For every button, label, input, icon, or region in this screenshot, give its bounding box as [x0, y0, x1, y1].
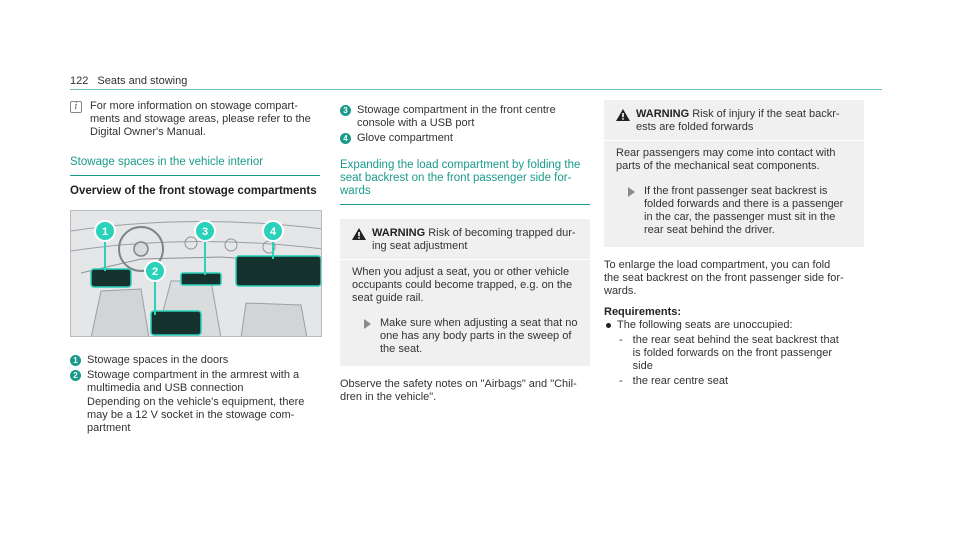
- list-item-detail: Depending on the vehicle's equipment, there may be a 12 V socket in the stowage com- partment: [87, 396, 305, 434]
- column-3: [604, 100, 864, 388]
- section-heading-expanding: Expanding the load compartment by folding the seat backrest on the front passenger side for- wards: [340, 159, 590, 205]
- svg-text:1: 1: [101, 226, 109, 238]
- list-item: [70, 369, 320, 395]
- warning-label: WARNING: [636, 108, 690, 120]
- warning-title: [636, 108, 840, 134]
- dash-item: [619, 334, 864, 373]
- warning-step: [604, 181, 864, 247]
- info-note: [70, 100, 320, 139]
- list-item: [340, 104, 590, 130]
- centre-console-highlight: [181, 273, 221, 285]
- play-arrow-icon: [628, 187, 635, 197]
- dash-item: [619, 375, 864, 388]
- interior-figure: [70, 210, 322, 337]
- warning-body: When you adjust a seat, you or other vehicle occupants could become trapped, e.g. on the seat guide rail.: [352, 266, 573, 304]
- warning-box: [604, 100, 864, 247]
- play-arrow-icon: [364, 319, 371, 329]
- figure-badge-4: [263, 221, 283, 241]
- column-1-list: [70, 352, 320, 435]
- list-item-text: Stowage compartment in the front centre console with a USB port: [357, 104, 556, 129]
- armrest-highlight: [151, 311, 201, 335]
- number-badge: 4: [340, 133, 351, 144]
- dash-marker: -: [619, 334, 623, 346]
- dash-text: the rear centre seat: [632, 375, 729, 387]
- warning-title-text: Risk of injury if the seat backr- ests are folded forwards: [636, 108, 840, 133]
- requirements-heading: Requirements:: [604, 306, 682, 318]
- page-header: [70, 75, 187, 88]
- car-interior-illustration: [71, 211, 322, 337]
- figure-badge-1: [95, 221, 115, 241]
- warning-step-text: If the front passenger seat backrest is folded forwards and there is a passenger in the car, the passenger must sit in the rear seat behind the driver.: [644, 185, 844, 236]
- warning-triangle-icon: [616, 109, 630, 121]
- list-item-text: Glove compartment: [357, 132, 453, 144]
- dash-text: the rear seat behind the seat backrest that is folded forwards on the front passenger side: [632, 334, 839, 372]
- section-heading-stowage: Stowage spaces in the vehicle interior: [70, 156, 320, 176]
- warning-step-text: Make sure when adjusting a seat that no one has any body parts in the sweep of the seat.: [380, 317, 578, 355]
- column-2: [340, 100, 590, 404]
- info-note-text: For more information on stowage compart- ments and stowage areas, please refer to the Digital Owner's Manual.: [90, 100, 311, 138]
- info-icon: i: [70, 101, 82, 113]
- page-number: 122: [70, 75, 89, 87]
- warning-title-text: Risk of becoming trapped dur- ing seat adjustment: [372, 227, 576, 252]
- bullet-dot: [606, 323, 611, 328]
- list-item: [340, 132, 590, 145]
- list-item-text: Stowage compartment in the armrest with a multimedia and USB connection: [87, 369, 300, 394]
- observe-note: Observe the safety notes on "Airbags" and "Chil- dren in the vehicle".: [340, 378, 577, 403]
- warning-triangle-icon: [352, 228, 366, 240]
- glove-compartment-highlight: [236, 256, 321, 286]
- number-badge: 2: [70, 370, 81, 381]
- svg-text:4: 4: [269, 226, 277, 238]
- figure-badge-3: [195, 221, 215, 241]
- enlarge-paragraph: To enlarge the load compartment, you can fold the seat backrest on the front passenger side for- wards.: [604, 259, 844, 297]
- sub-heading-overview: Overview of the front stowage compartments: [70, 185, 317, 197]
- svg-text:2: 2: [151, 266, 159, 278]
- warning-header: [604, 100, 864, 141]
- section-title: Seats and stowing: [97, 75, 188, 87]
- warning-body: Rear passengers may come into contact with parts of the mechanical seat components.: [616, 147, 836, 172]
- door-stowage-highlight: [91, 269, 131, 287]
- figure-badge-2: [145, 261, 165, 281]
- warning-title: [372, 227, 576, 253]
- column-1: [70, 100, 320, 198]
- bullet-text: The following seats are unoccupied:: [617, 319, 793, 331]
- list-item-text: Stowage spaces in the doors: [87, 354, 229, 366]
- number-badge: 3: [340, 105, 351, 116]
- svg-text:3: 3: [201, 226, 209, 238]
- bullet-item: [604, 319, 864, 332]
- warning-box: [340, 219, 590, 366]
- header-rule: [70, 89, 882, 90]
- number-badge: 1: [70, 355, 81, 366]
- warning-step: [340, 313, 590, 366]
- dash-marker: -: [619, 375, 623, 387]
- warning-header: [340, 219, 590, 260]
- warning-label: WARNING: [372, 227, 426, 239]
- list-item: [70, 354, 320, 367]
